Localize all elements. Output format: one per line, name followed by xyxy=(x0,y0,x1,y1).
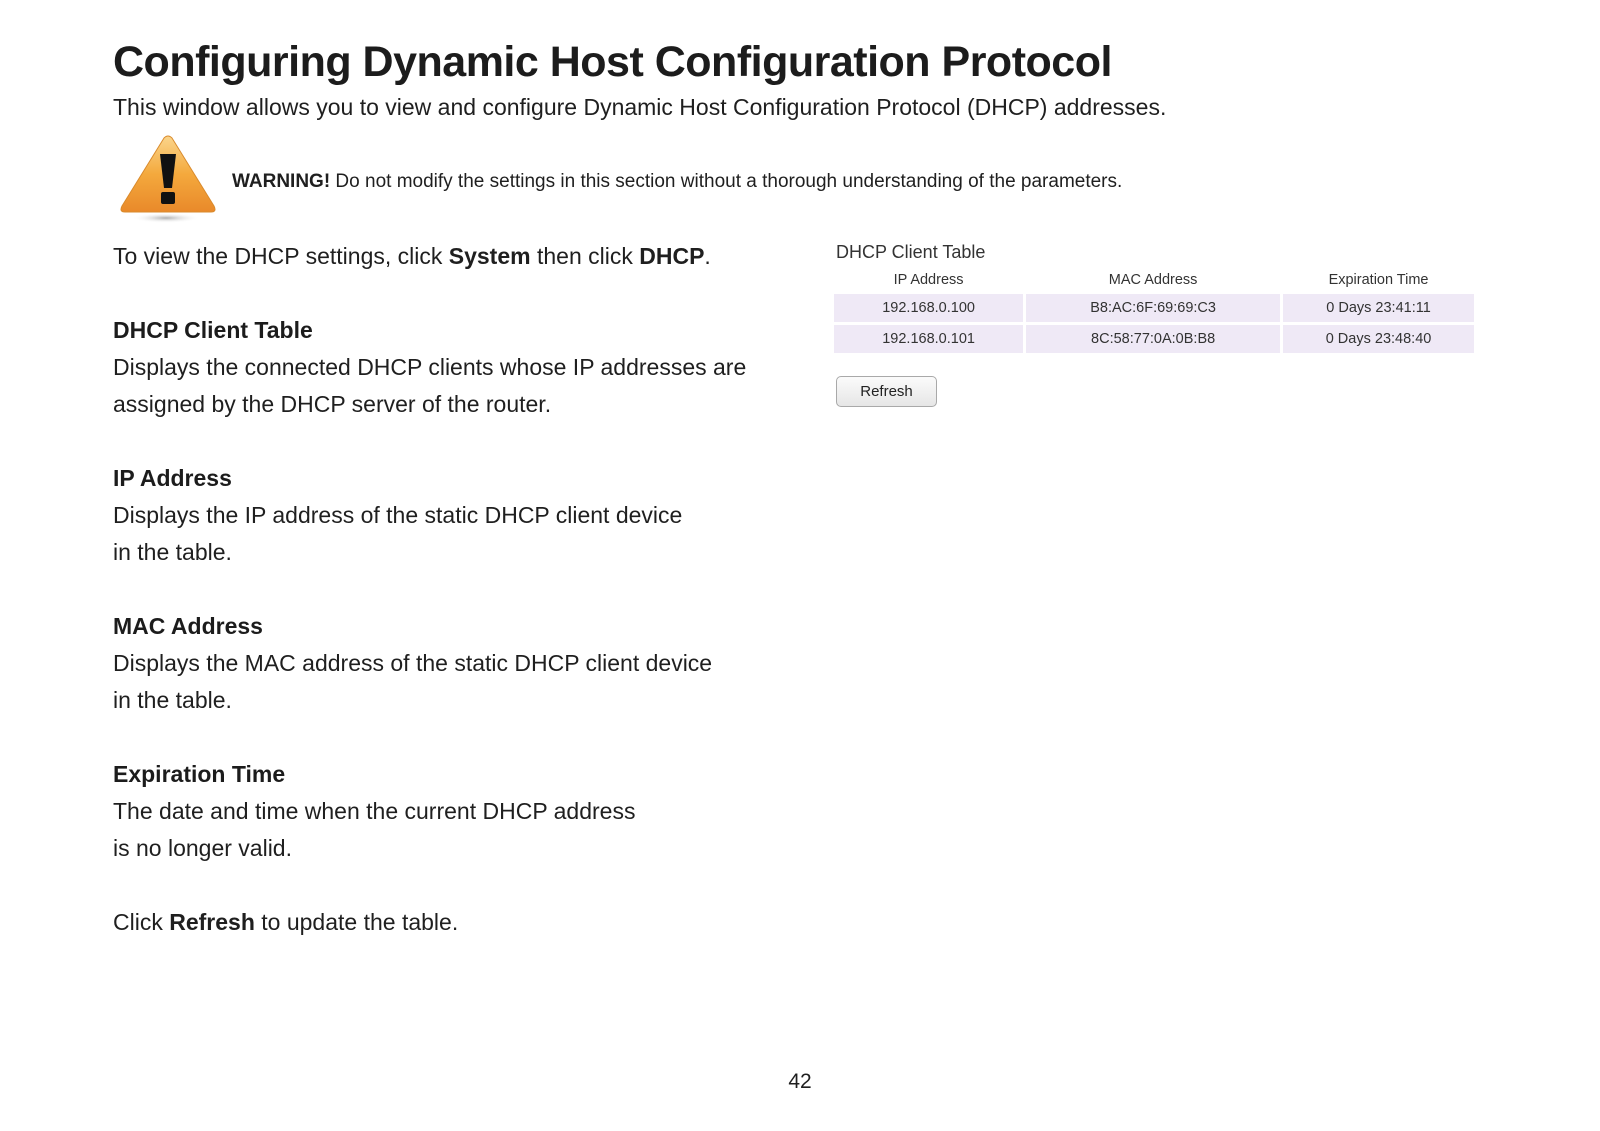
instruction-prefix: To view the DHCP settings, click xyxy=(113,243,449,269)
section-line: Displays the IP address of the static DHCP client device xyxy=(113,502,683,528)
page-number: 42 xyxy=(788,1070,812,1093)
section-line: is no longer valid. xyxy=(113,835,292,861)
refresh-note-prefix: Click xyxy=(113,909,170,935)
cell-expiration-time: 0 Days 23:48:40 xyxy=(1283,325,1474,353)
column-header-mac-address: MAC Address xyxy=(1108,272,1198,288)
cell-mac-address: 8C:58:77:0A:0B:B8 xyxy=(1026,325,1280,353)
description-column xyxy=(113,238,763,941)
section-line: Displays the connected DHCP clients whose IP addresses are xyxy=(113,354,747,380)
section-heading-mac-address: MAC Address xyxy=(113,613,263,639)
section-heading-ip-address: IP Address xyxy=(113,465,232,491)
page-title: Configuring Dynamic Host Configuration Protocol xyxy=(113,38,1112,86)
column-header-ip-address: IP Address xyxy=(893,272,964,288)
column-header-expiration-time: Expiration Time xyxy=(1328,272,1429,288)
instruction-suffix: . xyxy=(704,243,711,269)
refresh-button[interactable]: Refresh xyxy=(836,376,937,407)
cell-expiration-time: 0 Days 23:41:11 xyxy=(1283,294,1474,322)
cell-ip-address: 192.168.0.100 xyxy=(834,294,1023,322)
client-table-title: DHCP Client Table xyxy=(836,242,986,262)
section-line: in the table. xyxy=(113,539,232,565)
warning-body: Do not modify the settings in this section without a thorough understanding of the parameters. xyxy=(330,171,1123,192)
table-header-row xyxy=(834,271,1474,291)
table-row xyxy=(834,325,1474,353)
section-line: The date and time when the current DHCP address xyxy=(113,798,636,824)
client-table xyxy=(831,268,1477,356)
section-line: in the table. xyxy=(113,687,232,713)
cell-mac-address: B8:AC:6F:69:69:C3 xyxy=(1026,294,1280,322)
refresh-keyword: Refresh xyxy=(169,909,255,935)
refresh-note-suffix: to update the table. xyxy=(254,909,459,935)
warning-triangle-icon xyxy=(116,134,220,228)
cell-ip-address: 192.168.0.101 xyxy=(834,325,1023,353)
dhcp-keyword: DHCP xyxy=(639,243,705,269)
section-heading-dhcp-client-table: DHCP Client Table xyxy=(113,317,313,343)
warning-label: WARNING! xyxy=(232,171,331,192)
instruction-middle: then click xyxy=(530,243,640,269)
intro-text: This window allows you to view and configure Dynamic Host Configuration Protocol (DHCP) addresses. xyxy=(113,94,1167,120)
system-keyword: System xyxy=(448,243,531,269)
instruction-text xyxy=(113,238,763,275)
dhcp-client-table-screenshot xyxy=(834,242,1478,407)
table-row xyxy=(834,294,1474,322)
section-line: Displays the MAC address of the static DHCP client device xyxy=(113,650,713,676)
refresh-note xyxy=(113,904,763,941)
section-heading-expiration-time: Expiration Time xyxy=(113,761,286,787)
section-line: assigned by the DHCP server of the router. xyxy=(113,391,552,417)
warning-message xyxy=(232,171,1122,193)
